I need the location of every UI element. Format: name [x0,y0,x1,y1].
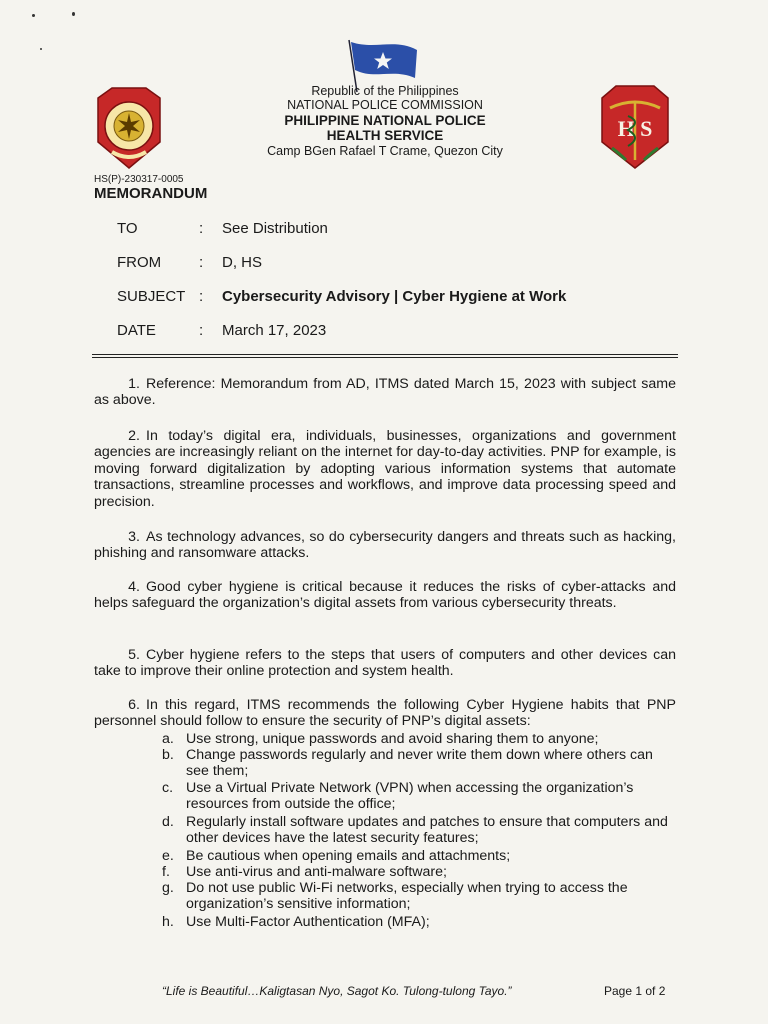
list-item-text: Use Multi-Factor Authentication (MFA); [186,914,430,930]
list-item-text: Be cautious when opening emails and attachments; [186,848,511,864]
subject-value: Cybersecurity Advisory | Cyber Hygiene at Work [222,288,567,305]
paragraph-text: Good cyber hygiene is critical because it reduces the risks of cyber-attacks and helps safeguard the organization’s digital assets from various cybersecurity threats. [94,579,676,612]
paragraph-number: 2. [128,428,140,444]
field-colon: : [199,254,204,271]
scan-speck [32,14,35,17]
subject-label: SUBJECT [117,288,186,305]
paragraph-number: 6. [128,697,140,713]
divider-line [92,354,678,355]
list-item-text: Use anti-virus and anti-malware software; [186,864,447,880]
header-republic: Republic of the Philippines [311,84,459,98]
list-marker: c. [162,780,174,796]
health-service-seal-logo [596,82,674,172]
header-napolcom: NATIONAL POLICE COMMISSION [287,98,483,112]
date-label: DATE [117,322,156,339]
from-label: FROM [117,254,162,271]
divider-line [92,357,678,358]
list-marker: d. [162,814,174,830]
date-value: March 17, 2023 [222,322,327,339]
list-item-text: Change passwords regularly and never write them down where others can see them; [186,747,653,780]
paragraph-2 [94,428,676,510]
list-item-text: Regularly install software updates and patches to ensure that computers and other devices have the latest security features; [186,814,668,847]
paragraph-3 [94,529,676,562]
footer-motto: “Life is Beautiful…Kaligtasan Nyo, Sagot Ko. Tulong-tulong Tayo.” [162,984,512,998]
field-colon: : [199,220,204,237]
paragraph-text: Cyber hygiene refers to the steps that users of computers and other devices can take to improve their online protection and system health. [94,647,676,680]
to-value: See Distribution [222,220,328,237]
document-number: HS(P)-230317-0005 [94,174,184,185]
paragraph-number: 3. [128,529,140,545]
svg-text:H S: H S [617,116,653,141]
paragraph-number: 1. [128,376,140,392]
paragraph-number: 4. [128,579,140,595]
pnp-seal-logo [92,84,166,172]
paragraph-text: In this regard, ITMS recommends the following Cyber Hygiene habits that PNP personnel should follow to ensure the security of PNP’s digital assets: [94,697,676,730]
header-pnp: PHILIPPINE NATIONAL POLICE [284,113,486,128]
header-health-service: HEALTH SERVICE [326,128,444,143]
scan-speck [72,12,75,16]
paragraph-6 [94,697,676,730]
paragraph-1 [94,376,676,409]
list-item-text: Do not use public Wi-Fi networks, especially when trying to access the organization’s sensitive information; [186,880,628,913]
paragraph-text: As technology advances, so do cybersecurity dangers and threats such as hacking, phishing and ransomware attacks. [94,529,676,562]
page-number: Page 1 of 2 [604,984,666,998]
list-marker: h. [162,914,174,930]
field-colon: : [199,288,204,305]
to-label: TO [117,220,138,237]
scan-speck [40,48,42,50]
field-colon: : [199,322,204,339]
from-value: D, HS [222,254,263,271]
header-address: Camp BGen Rafael T Crame, Quezon City [267,144,503,158]
list-marker: e. [162,848,174,864]
paragraph-text: In today’s digital era, individuals, businesses, organizations and government agencies are increasingly reliant on the internet for day-to-day activities. PNP for example, is moving forward digitalization by adopting various information systems that automate transactions, streamline processes and workflows, and improve data processing speed and precision. [94,428,676,510]
list-marker: a. [162,731,174,747]
paragraph-4 [94,579,676,612]
list-item-text: Use strong, unique passwords and avoid sharing them to anyone; [186,731,599,747]
list-marker: f. [162,864,170,880]
paragraph-number: 5. [128,647,140,663]
list-item-text: Use a Virtual Private Network (VPN) when accessing the organization’s resources from outside the office; [186,780,634,813]
list-marker: g. [162,880,174,896]
paragraph-5 [94,647,676,680]
document-type: MEMORANDUM [94,185,208,202]
list-marker: b. [162,747,174,763]
paragraph-text: Reference: Memorandum from AD, ITMS dated March 15, 2023 with subject same as above. [94,376,676,409]
